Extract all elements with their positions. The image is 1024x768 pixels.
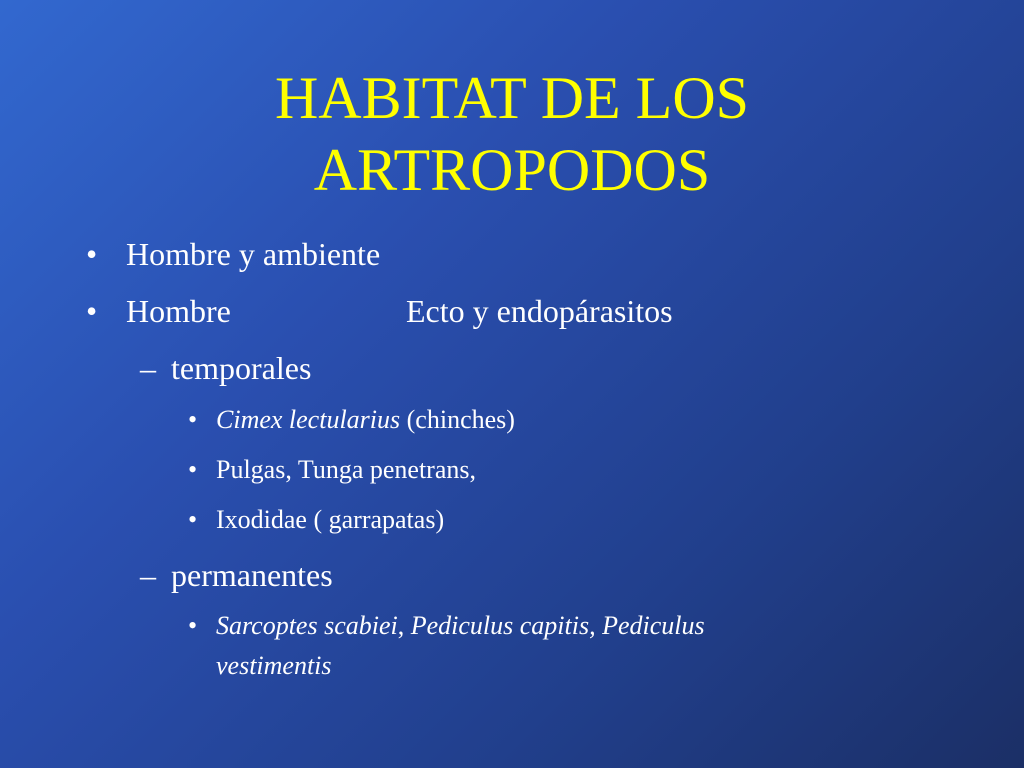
bullet-marker: • [188,611,198,640]
bullet-marker: • [188,505,198,534]
bullet-marker: • [86,293,98,329]
slide-title [0,62,1024,206]
species-name-continued: vestimentis [216,651,332,680]
sub-item-text: permanentes [171,557,333,593]
separator: , [397,611,411,640]
bullet-text: Hombre y ambiente [126,236,381,272]
bullet-marker: • [86,236,98,272]
species-name: Sarcoptes scabiei [216,611,398,640]
title-line-1: HABITAT DE LOS [274,65,750,131]
title-line-2: ARTROPODOS [313,137,711,203]
dash-marker: – [140,557,156,593]
bullet-text: Hombre [126,293,231,329]
bullet-marker: • [188,405,198,434]
sub-sub-item-text: Pulgas, Tunga penetrans, [216,455,476,484]
bullet-text-ecto-endo: Ecto y endopárasitos [406,293,673,329]
dash-marker: – [140,350,156,386]
sub-sub-item-sarcoptes-continued [216,650,332,682]
bullet-marker: • [188,455,198,484]
species-name: Cimex lectularius [216,405,401,434]
species-names: Pediculus capitis, Pediculus [410,611,705,640]
common-name: (chinches) [400,405,515,434]
sub-sub-item-text: Ixodidae ( garrapatas) [216,505,445,534]
sub-item-text: temporales [171,350,312,386]
